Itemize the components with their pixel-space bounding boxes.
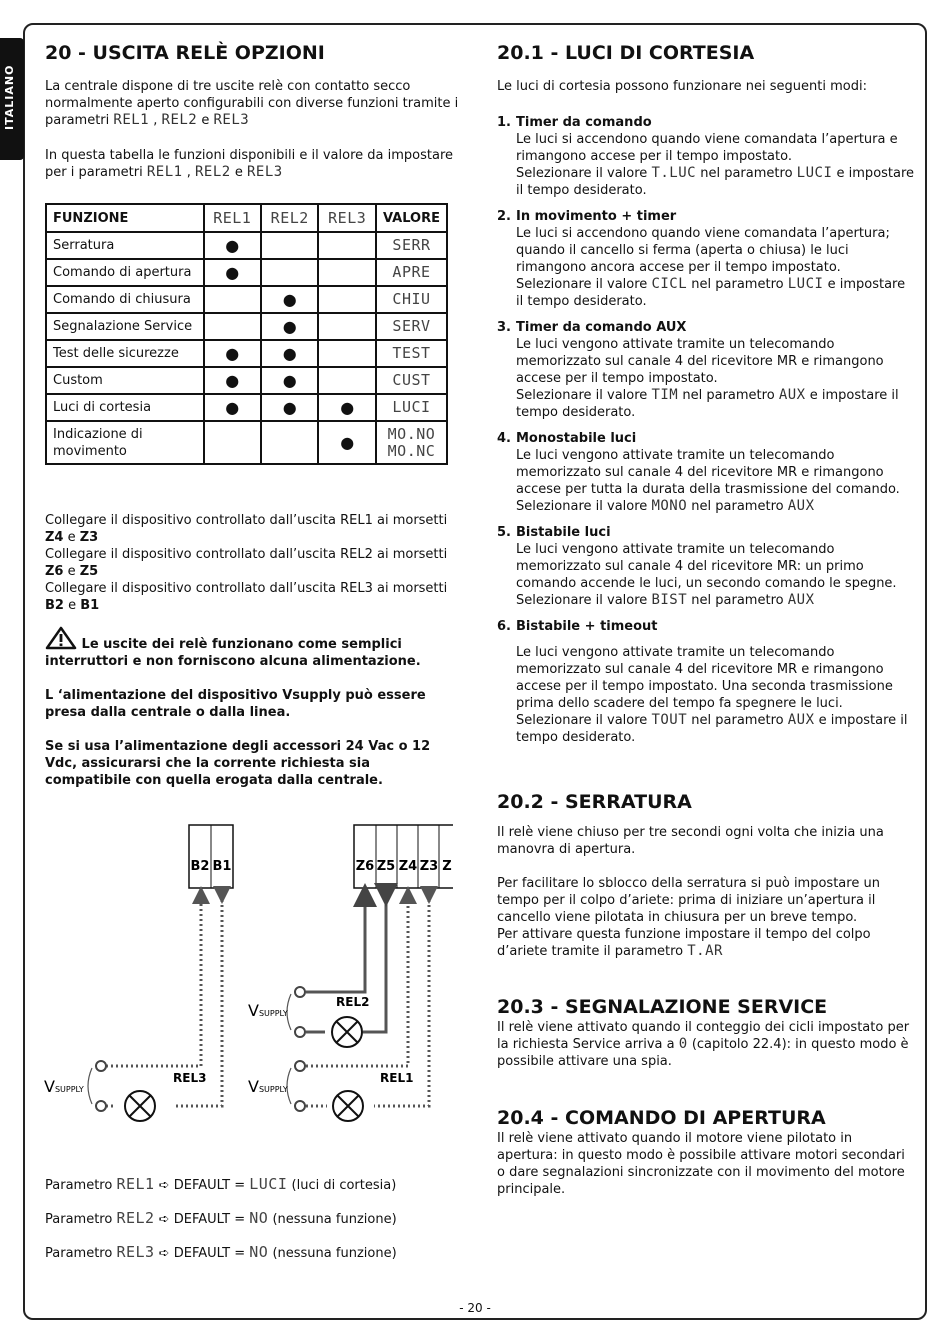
- intro-paragraph-2: In questa tabella le funzioni disponibili e il valore da impostare per i parametri REL1 , REL2 e REL3: [45, 148, 454, 180]
- right-column: [497, 40, 915, 1198]
- header-valore: VALORE: [376, 204, 447, 232]
- table-row: [46, 421, 447, 464]
- rel2-lamp-icon: [332, 1017, 362, 1047]
- cell-rel3: [318, 313, 376, 340]
- list-item: 3. Timer da comando AUX Le luci vengono attivate tramite un telecomando memorizzato sul canale 4 del ricevitore MR e rimangono accese per il tempo impostato. Selezionare il valore TIM nel parametro AUX e impostare il tempo desiderato.: [497, 320, 899, 420]
- cell-rel3: [318, 340, 376, 367]
- table-row: [46, 286, 447, 313]
- list-item: 4. Monostabile luci Le luci vengono attivate tramite un telecomando memorizzato sul canale 4 del ricevitore MR e rimangono accese per tutta la durata della trasmissione del comando. Selezionare il valore MONO nel parametro AUX: [497, 431, 900, 514]
- s202-p2: Per facilitare lo sblocco della serratura si può impostare un tempo per il colpo d’ariete: prima di iniziare un’apertura il cancello viene pilotata in chiusura per un breve tempo.: [497, 876, 880, 925]
- terminal-block-b: [189, 825, 233, 888]
- terminal-z: Z: [442, 859, 452, 874]
- table-row: [46, 367, 447, 394]
- rel1-label: REL1: [380, 1071, 414, 1085]
- cell-rel2: ●: [261, 340, 318, 367]
- arrow-icon: ➪: [158, 1246, 170, 1261]
- rel2-circuit: [306, 895, 386, 1032]
- terminal-z6: Z6: [355, 859, 375, 874]
- rel3-terminal-top: [96, 1061, 106, 1071]
- intro-paragraph-1: La centrale dispone di tre uscite relè con contatto secco normalmente aperto configurabili con diverse funzioni tramite i parametri REL1 , REL2 e REL3: [45, 79, 459, 128]
- cell-valore: SERV: [376, 313, 447, 340]
- cell-rel1: [204, 421, 261, 464]
- cell-rel3: [318, 367, 376, 394]
- header-funzione: FUNZIONE: [46, 204, 204, 232]
- terminal-block-z: [354, 825, 453, 888]
- section-title-20: 20 - USCITA RELÈ OPZIONI: [45, 42, 325, 64]
- rel3-terminal-bottom: [96, 1101, 106, 1111]
- s202-p3: Per attivare questa funzione impostare il tempo del colpo d’ariete tramite il parametro T.AR: [497, 927, 871, 959]
- warning-accessories: Se si usa l’alimentazione degli accessori 24 Vac o 12 Vdc, assicurarsi che la corrente richiesta sia compatibile con quella erogata dalla centrale.: [45, 739, 431, 788]
- cell-rel3: ●: [318, 421, 376, 464]
- section-title-20-3: 20.3 - SEGNALAZIONE SERVICE: [497, 996, 828, 1018]
- rel2-label: REL2: [336, 995, 370, 1009]
- svg-text:VSUPPLY: VSUPPLY: [248, 1001, 288, 1020]
- arrow-icon: ➪: [158, 1212, 170, 1227]
- terminal-b1: B1: [212, 859, 232, 874]
- cell-valore: TEST: [376, 340, 447, 367]
- cell-rel3: [318, 259, 376, 286]
- language-tab-label: ITALIANO: [3, 64, 16, 130]
- cell-rel1: ●: [204, 259, 261, 286]
- header-rel2: REL2: [261, 204, 318, 232]
- courtesy-light-modes: [497, 114, 915, 746]
- page-number: - 20 -: [459, 1301, 491, 1315]
- rel1-lamp-icon: [333, 1091, 363, 1121]
- s201-intro: Le luci di cortesia possono funzionare nei seguenti modi:: [497, 79, 867, 94]
- table-header-row: [46, 204, 447, 232]
- terminal-b2: B2: [190, 859, 210, 874]
- cell-rel2: [261, 232, 318, 259]
- cell-rel1: [204, 286, 261, 313]
- cell-funzione: Test delle sicurezze: [46, 340, 204, 367]
- cell-rel2: ●: [261, 367, 318, 394]
- parameter-default-row: Parametro REL2 ➪ DEFAULT = NO (nessuna funzione): [45, 1209, 397, 1227]
- terminal-z4: Z4: [398, 859, 418, 874]
- warning-vsupply: L ‘alimentazione del dispositivo Vsupply può essere presa dalla centrale o dalla linea.: [45, 688, 426, 720]
- cell-funzione: Indicazione di movimento: [46, 421, 204, 464]
- cell-funzione: Luci di cortesia: [46, 394, 204, 421]
- cell-valore: LUCI: [376, 394, 447, 421]
- list-item: 5. Bistabile luci Le luci vengono attivate tramite un telecomando memorizzato sul canale 4 del ricevitore MR: un primo comando accende le luci, un secondo comando le spegne. Selezionare il valore BIST nel parametro AUX: [497, 525, 897, 608]
- cell-valore: CHIU: [376, 286, 447, 313]
- rel1-terminal-bottom: [295, 1101, 305, 1111]
- rel1-terminal-top: [295, 1061, 305, 1071]
- terminal-z3: Z3: [419, 859, 439, 874]
- cell-funzione: Serratura: [46, 232, 204, 259]
- cell-rel1: ●: [204, 340, 261, 367]
- s202-p1: Il relè viene chiuso per tre secondi ogni volta che inizia una manovra di apertura.: [497, 825, 884, 857]
- s203-p1: Il relè viene attivato quando il conteggio dei cicli impostato per la richiesta Service arriva a 0 (capitolo 22.4): in questo modo è possibile attivare una spia.: [497, 1020, 910, 1069]
- table-row: [46, 313, 447, 340]
- table-row: [46, 394, 447, 421]
- svg-text:VSUPPLY: VSUPPLY: [248, 1077, 288, 1096]
- left-column: [45, 40, 460, 789]
- cell-rel1: ●: [204, 367, 261, 394]
- svg-text:VSUPPLY: VSUPPLY: [44, 1077, 84, 1096]
- language-tab: [0, 38, 24, 160]
- header-rel1: REL1: [204, 204, 261, 232]
- cell-valore: CUST: [376, 367, 447, 394]
- cell-rel2: ●: [261, 394, 318, 421]
- cell-rel1: [204, 313, 261, 340]
- arrow-icon: ➪: [158, 1178, 170, 1193]
- header-rel3: REL3: [318, 204, 376, 232]
- rel3-label: REL3: [173, 1071, 207, 1085]
- cell-rel1: ●: [204, 232, 261, 259]
- table-row: [46, 340, 447, 367]
- cell-funzione: Comando di chiusura: [46, 286, 204, 313]
- parameter-default-row: Parametro REL1 ➪ DEFAULT = LUCI (luci di cortesia): [45, 1175, 397, 1193]
- terminal-z5: Z5: [376, 859, 396, 874]
- cell-funzione: Segnalazione Service: [46, 313, 204, 340]
- cell-rel1: ●: [204, 394, 261, 421]
- list-item: 2. In movimento + timer Le luci si accendono quando viene comandata l’apertura; quando il cancello si ferma (aperta o chiusa) le luci rimangono ancora accese per il tempo impostato. Selezionare il valore CICL nel parametro LUCI e impostare il tempo desiderato.: [497, 209, 906, 309]
- connection-instructions: Collegare il dispositivo controllato dall’uscita REL1 ai morsetti Z4 e Z3 Collegare il dispositivo controllato dall’uscita REL2 ai morsetti Z6 e Z5 Collegare il dispositivo controllato dall’uscita REL3 ai morsetti B2 e B1: [45, 513, 448, 613]
- cell-funzione: Custom: [46, 367, 204, 394]
- rel2-terminal-bottom: [295, 1027, 305, 1037]
- cell-rel2: [261, 421, 318, 464]
- section-title-20-2: 20.2 - SERRATURA: [497, 791, 692, 813]
- relay-functions-table: [45, 203, 448, 465]
- cell-funzione: Comando di apertura: [46, 259, 204, 286]
- rel3-lamp-icon: [125, 1091, 155, 1121]
- cell-rel3: [318, 232, 376, 259]
- section-title-20-1: 20.1 - LUCI DI CORTESIA: [497, 42, 755, 64]
- cell-valore: SERR: [376, 232, 447, 259]
- cell-rel2: ●: [261, 286, 318, 313]
- table-row: [46, 259, 447, 286]
- section-title-20-4: 20.4 - COMANDO DI APERTURA: [497, 1107, 826, 1129]
- wiring-diagram: [40, 820, 460, 1130]
- parameter-default-row: Parametro REL3 ➪ DEFAULT = NO (nessuna funzione): [45, 1243, 397, 1261]
- cell-rel3: ●: [318, 394, 376, 421]
- list-item: 6. Bistabile + timeout Le luci vengono attivate tramite un telecomando memorizzato sul canale 4 del ricevitore MR e rimangono accese per il tempo impostato. Una seconda trasmissione prima dello scadere del tempo fa spegnere le luci. Selezionare il valore TOUT nel parametro AUX e impostare il tempo desiderato.: [497, 619, 908, 745]
- s204-p1: Il relè viene attivato quando il motore viene pilotato in apertura: in questo modo è possibile attivare motori secondari o dare segnalazioni sincronizzate con il movimento del motore principale.: [497, 1131, 905, 1197]
- list-item: 1. Timer da comando Le luci si accendono quando viene comandata l’apertura e rimangono accese per il tempo impostato. Selezionare il valore T.LUC nel parametro LUCI e impostare il tempo desiderato.: [497, 115, 915, 198]
- cell-rel2: [261, 259, 318, 286]
- cell-valore: MO.NO MO.NC: [376, 421, 447, 464]
- warning-icon: [45, 626, 77, 650]
- rel2-terminal-top: [295, 987, 305, 997]
- cell-rel2: ●: [261, 313, 318, 340]
- warning-relay: Le uscite dei relè funzionano come semplici interruttori e non forniscono alcuna alimentazione.: [45, 626, 460, 670]
- cell-rel3: [318, 286, 376, 313]
- table-row: [46, 232, 447, 259]
- cell-valore: APRE: [376, 259, 447, 286]
